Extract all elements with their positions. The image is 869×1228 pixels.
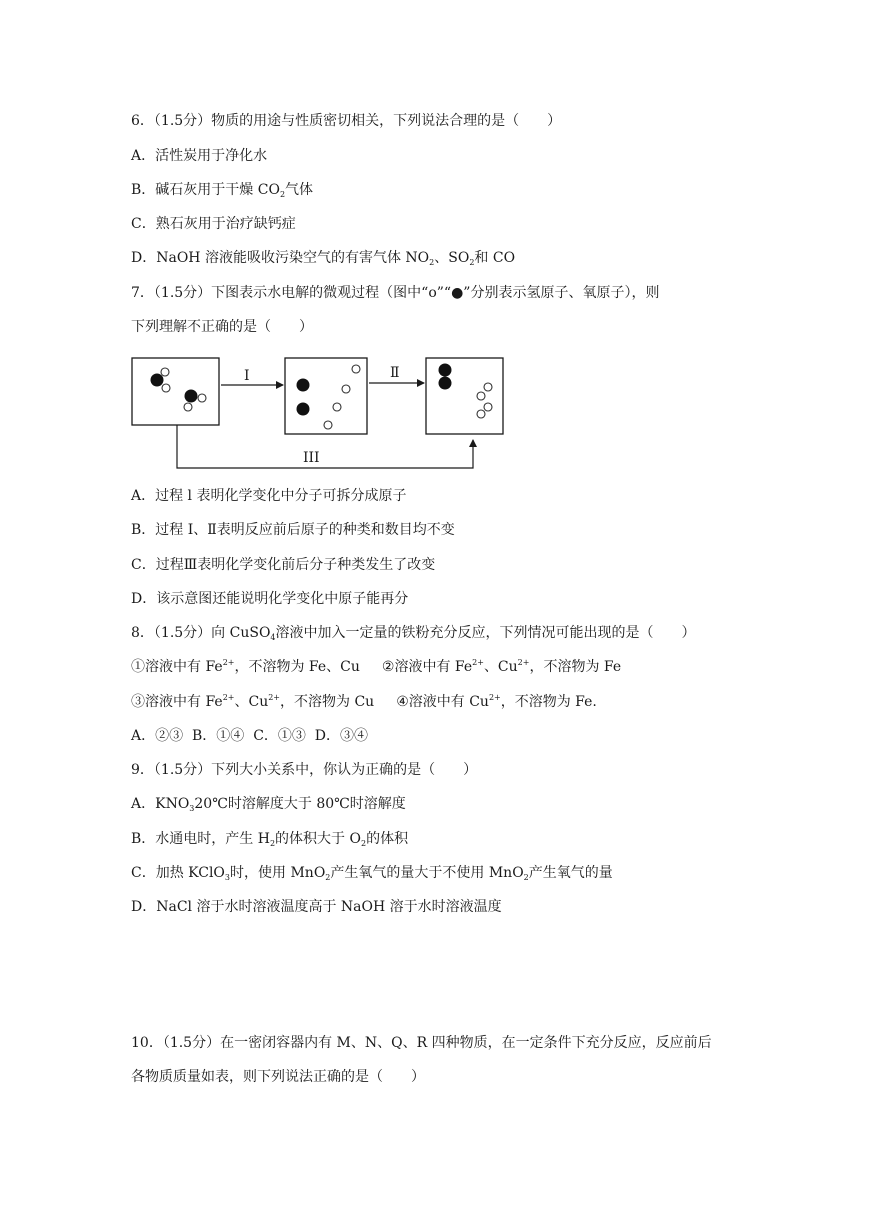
q9-option-d: D．NaCl 溶于水时溶液温度高于 NaOH 溶于水时溶液温度 — [131, 899, 502, 915]
q9-option-c: C．加热 KClO$_3$时，使用 MnO$_2$产生氧气的量大于不使用 MnO$_2$产生氧气的量 — [131, 865, 613, 882]
hydrogen-atom — [342, 385, 350, 393]
hydrogen-atom — [333, 403, 341, 411]
q8-statement-3: ③溶液中有 $Fe^{2+}$、$Cu^{2+}$，不溶物为 Cu — [131, 693, 375, 710]
q7-option-b: B．过程 I、Ⅱ表明反应前后原子的种类和数目均不变 — [131, 522, 455, 538]
q7-option-a: A．过程 l 表明化学变化中分子可拆分成原子 — [131, 488, 407, 504]
q7-stem-line1: 7．（1.5分）下图表示水电解的微观过程（图中“o”“●”分别表示氢原子、氧原子），则 — [131, 285, 660, 301]
q10-stem-line2: 各物质质量如表，则下列说法正确的是（ ） — [131, 1069, 425, 1085]
q8-statements-row2 — [131, 692, 597, 712]
q9-stem: 9．（1.5分）下列大小关系中，你认为正确的是（ ） — [131, 762, 478, 778]
q7-stem-line2: 下列理解不正确的是（ ） — [131, 319, 313, 335]
hydrogen-molecule — [477, 403, 492, 418]
box-water-molecules — [132, 358, 219, 425]
hydrogen-molecule — [477, 383, 492, 400]
q6-stem: 6．（1.5分）物质的用途与性质密切相关，下列说法合理的是（ ） — [131, 113, 562, 129]
label-process-1: I — [244, 368, 250, 384]
water-molecule-1 — [151, 368, 171, 392]
q6-option-d: D．NaOH 溶液能吸收污染空气的有害气体 $NO_2$、$SO_2$和 CO — [131, 250, 516, 267]
q9-option-a: A．$KNO_320℃$时溶解度大于 80℃时溶解度 — [131, 796, 406, 813]
q6-option-a: A．活性炭用于净化水 — [131, 148, 268, 164]
q8-options: A．②③ B．①④ C．①③ D．③④ — [131, 728, 369, 744]
oxygen-molecule — [439, 364, 452, 390]
q9-option-b: B．水通电时，产生 $H_2$的体积大于 $O_2$的体积 — [131, 831, 409, 848]
box-products — [426, 358, 503, 434]
label-process-2: Ⅱ — [390, 365, 400, 381]
q8-statement-2: ②溶液中有 $Fe^{2+}$、$Cu^{2+}$，不溶物为 Fe — [381, 658, 622, 675]
q8-stem: 8．（1.5分）向 CuSO$_4$溶液中加入一定量的铁粉充分反应，下列情况可能出现的是（ ） — [131, 625, 696, 642]
oxygen-atom — [297, 379, 310, 392]
water-electrolysis-diagram — [131, 355, 507, 472]
q10-stem-line1: 10．（1.5分）在一密闭容器内有 M、N、Q、R 四种物质，在一定条件下充分反应，反应前后 — [131, 1035, 712, 1051]
q6-option-c: C．熟石灰用于治疗缺钙症 — [131, 216, 296, 232]
label-process-3: III — [303, 450, 320, 466]
hydrogen-atom — [352, 365, 360, 373]
q7-option-c: C．过程Ⅲ表明化学变化前后分子种类发生了改变 — [131, 557, 436, 573]
hydrogen-atom — [324, 421, 332, 429]
q8-statement-4: ④溶液中有 $Cu^{2+}$，不溶物为 Fe. — [396, 693, 597, 710]
q6-option-b: B．碱石灰用于干燥 $CO_2$气体 — [131, 182, 314, 199]
q8-statements-row1 — [131, 657, 621, 677]
q7-option-d: D．该示意图还能说明化学变化中原子能再分 — [131, 591, 409, 607]
arrow-process-3 — [177, 425, 473, 468]
q8-statement-1: ①溶液中有 $Fe^{2+}$，不溶物为 Fe、Cu — [131, 658, 360, 675]
oxygen-atom — [297, 403, 310, 416]
water-molecule-2 — [184, 390, 206, 412]
